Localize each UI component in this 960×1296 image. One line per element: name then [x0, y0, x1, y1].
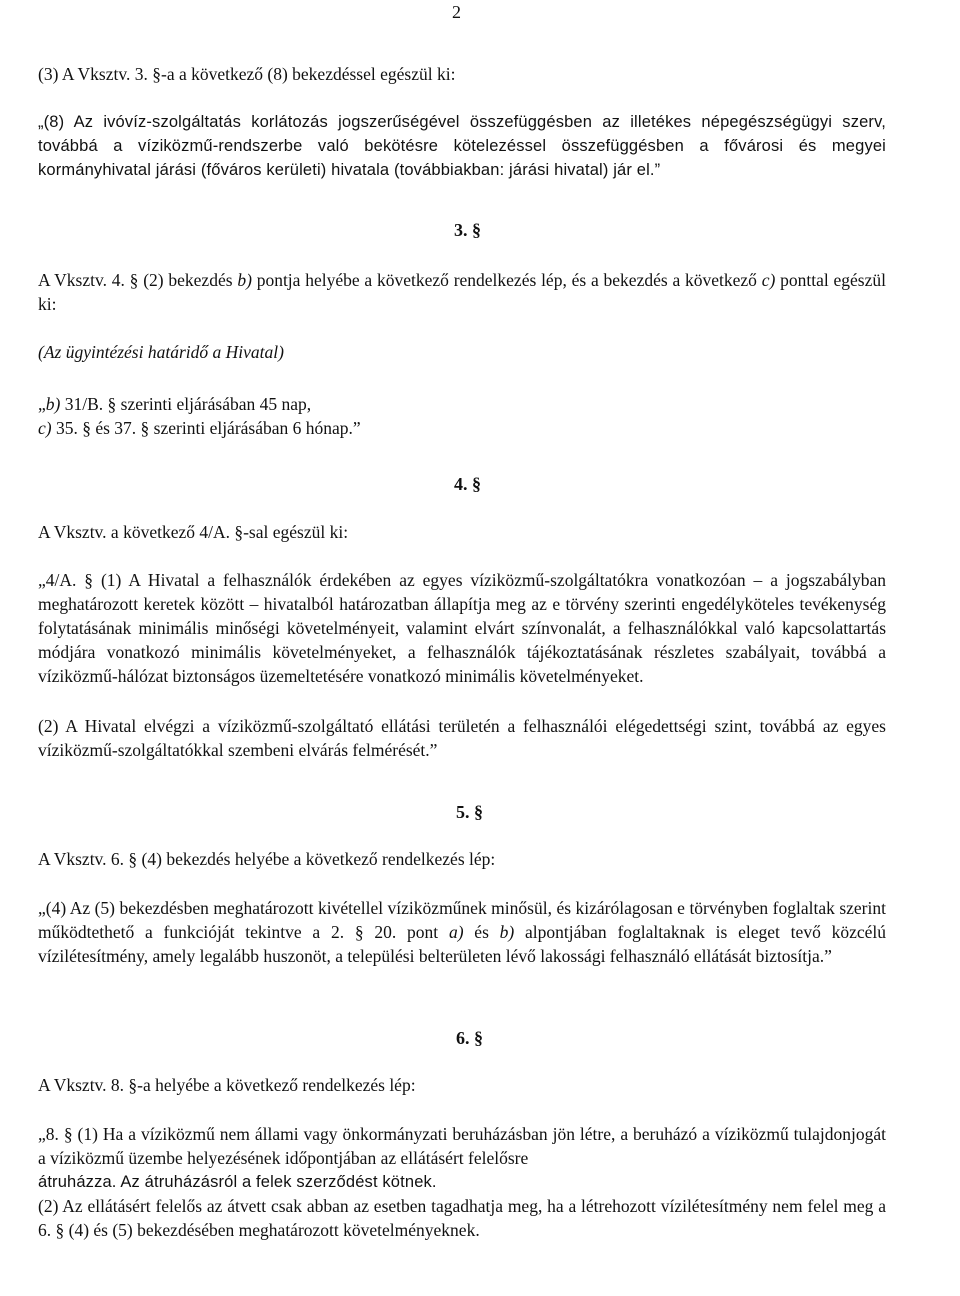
section-heading-6: 6. § — [456, 1028, 483, 1048]
quote-4a-1: „4/A. § (1) A Hivatal a felhasználók érdekében az egyes víziközmű-szolgáltatókra vonatkozóan – a jogszabályban meghatározott keretek között – hivatalból határozatban állapítja meg az e törvény szerinti engedélyköteles tevékenység folytatásának minimális minőségi követelményeit, valamint elvárt színvonalát, a felhasználókkal való kapcsolattartás módjára vonatkozó minimális követelményeket, a felhasználók tájékoztatásának részletes szabályait, továbbá a víziközmű-hálózat biztonságos üzemeltetésére vonatkozó minimális követelményeket. — [38, 570, 886, 686]
quote-8-2: (2) Az ellátásért felelős az átvett csak abban az esetben tagadhatja meg, ha a létrehozott vízilétesítmény nem felel meg a 6. § (4) és (5) bekezdésében meghatározott követelményeknek. — [38, 1196, 886, 1240]
quote-6-4: „(4) Az (5) bekezdésben meghatározott kivétellel víziközműnek minősül, és kizárólagosan e törvényben foglaltak szerint működtethető a funkcióját tekintve a 2. § 20. pont a) és b) alpontjában foglaltaknak is eleget tevő közcélú vízilétesítmény, amely legalább huszonöt, a települési belterületen lévő lakossági felhasználó ellátását biztosítja.” — [38, 898, 887, 966]
quote-8-1-continued: átruházza. Az átruházásról a felek szerződést kötnek. — [38, 1173, 437, 1191]
quote-8-1: „8. § (1) Ha a víziközmű nem állami vagy önkormányzati beruházásban jön létre, a beruházó a víziközmű tulajdonjogát a víziközmű üzembe helyezésének időpontjában az ellátásért felelősre — [38, 1124, 886, 1168]
paragraph-section-6-4: A Vksztv. 6. § (4) bekezdés helyébe a következő rendelkezés lép: — [38, 849, 496, 869]
section-heading-4: 4. § — [454, 474, 481, 494]
quote-4a-2: (2) A Hivatal elvégzi a víziközmű-szolgáltató ellátási területén a felhasználói elégedettségi szint, továbbá az egyes víziközmű-szolgáltatókkal szembeni elvárás felmérését.” — [38, 716, 886, 760]
point-c: c) 35. § és 37. § szerinti eljárásában 6 hónap.” — [38, 418, 361, 438]
paragraph-new-4a: A Vksztv. a következő 4/A. §-sal egészül ki: — [38, 522, 349, 542]
paragraph-section-8: A Vksztv. 8. §-a helyébe a következő rendelkezés lép: — [38, 1075, 416, 1095]
section-heading-5: 5. § — [456, 802, 483, 822]
page-number: 2 — [452, 2, 461, 22]
italic-intro: (Az ügyintézési határidő a Hivatal) — [38, 342, 284, 362]
paragraph-section-4-2: A Vksztv. 4. § (2) bekezdés b) pontja helyébe a következő rendelkezés lép, és a bekezdés a következő c) ponttal egészül ki: — [38, 270, 886, 314]
point-b: „b) 31/B. § szerinti eljárásában 45 nap, — [38, 394, 312, 414]
section-heading-3: 3. § — [454, 220, 481, 240]
paragraph-amendment-3: (3) A Vksztv. 3. §-a a következő (8) bekezdéssel egészül ki: — [38, 64, 456, 84]
quote-paragraph-8: „(8) Az ivóvíz-szolgáltatás korlátozás jogszerűségével összefüggésben az illetékes népegészségügyi szerv, továbbá a víziközmű-rendszerbe való bekötésre kötelezéssel összefüggésben a fővárosi és megyei kormányhivatal járási (főváros kerületi) hivatala (továbbiakban: járási hivatal) jár el.” — [38, 113, 886, 179]
